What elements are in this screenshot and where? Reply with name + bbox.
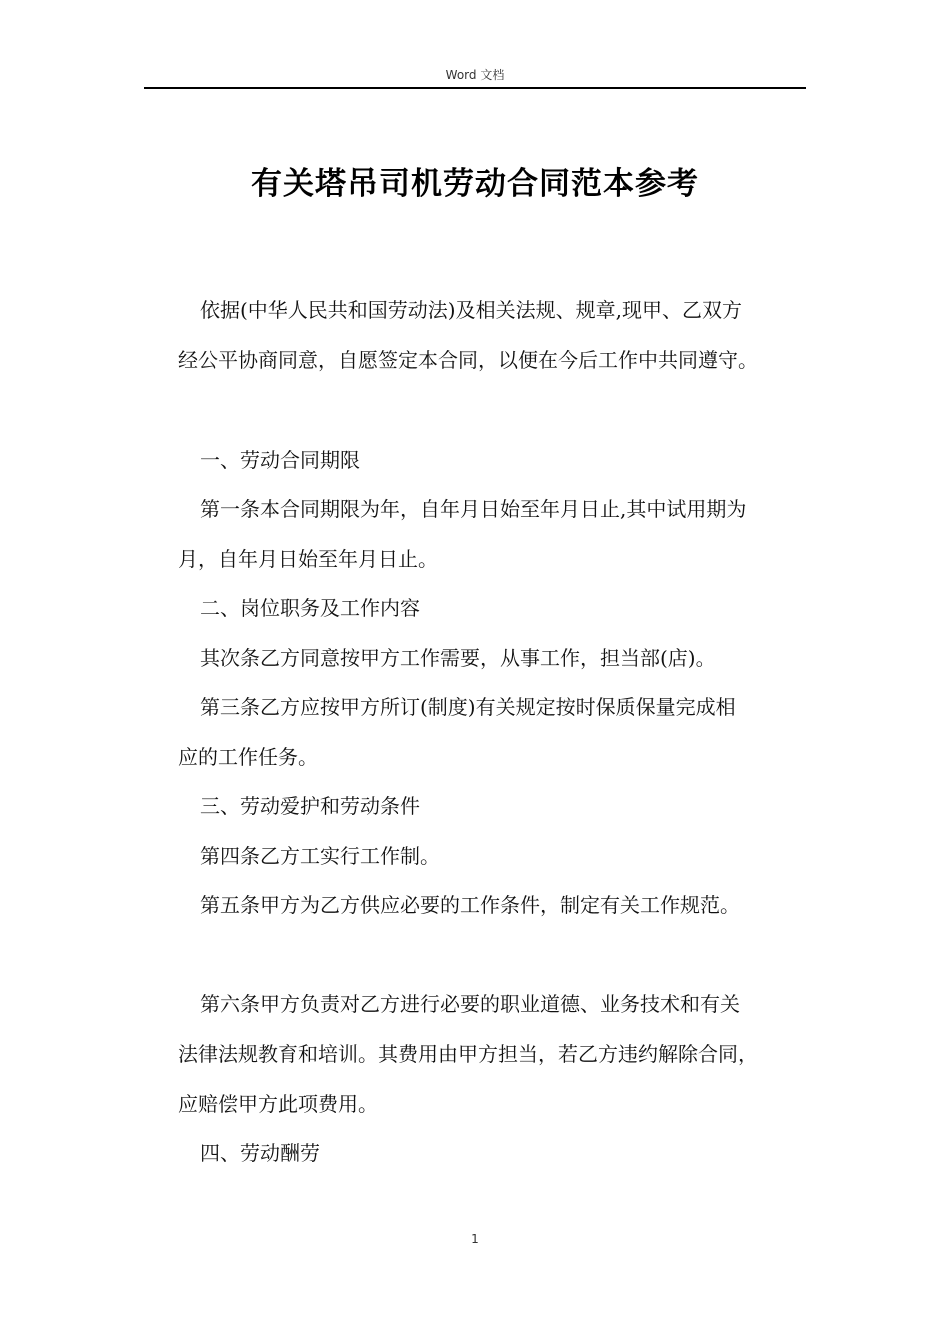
paragraph-line: 应的工作任务。: [178, 745, 318, 769]
paragraph-line: 月，自年月日始至年月日止。: [178, 547, 438, 571]
paragraph-line: 应赔偿甲方此项费用。: [178, 1092, 378, 1116]
paragraph-line: 第五条甲方为乙方供应必要的工作条件，制定有关工作规范。: [200, 893, 740, 917]
section-heading: 一、劳动合同期限: [200, 448, 360, 472]
paragraph-line: 第六条甲方负责对乙方进行必要的职业道德、业务技术和有关: [200, 992, 740, 1016]
header-divider: [144, 87, 806, 89]
paragraph-line: 第一条本合同期限为年，自年月日始至年月日止,其中试用期为: [200, 497, 747, 521]
paragraph-line: 经公平协商同意，自愿签定本合同，以便在今后工作中共同遵守。: [178, 348, 758, 372]
paragraph-line: 依据(中华人民共和国劳动法)及相关法规、规章,现甲、乙双方: [200, 298, 742, 322]
section-heading: 四、劳动酬劳: [200, 1141, 320, 1165]
page-number: 1: [471, 1232, 479, 1246]
paragraph-line: 法律法规教育和培训。其费用由甲方担当，若乙方违约解除合同，: [178, 1042, 758, 1066]
document-title: 有关塔吊司机劳动合同范本参考: [251, 166, 699, 202]
page-header: Word 文档: [445, 68, 505, 82]
paragraph-line: 第四条乙方工实行工作制。: [200, 844, 440, 868]
section-heading: 二、岗位职务及工作内容: [200, 596, 420, 620]
paragraph-line: 第三条乙方应按甲方所订(制度)有关规定按时保质保量完成相: [200, 695, 736, 719]
paragraph-line: 其次条乙方同意按甲方工作需要，从事工作，担当部(店)。: [200, 646, 716, 670]
section-heading: 三、劳动爱护和劳动条件: [200, 794, 420, 818]
